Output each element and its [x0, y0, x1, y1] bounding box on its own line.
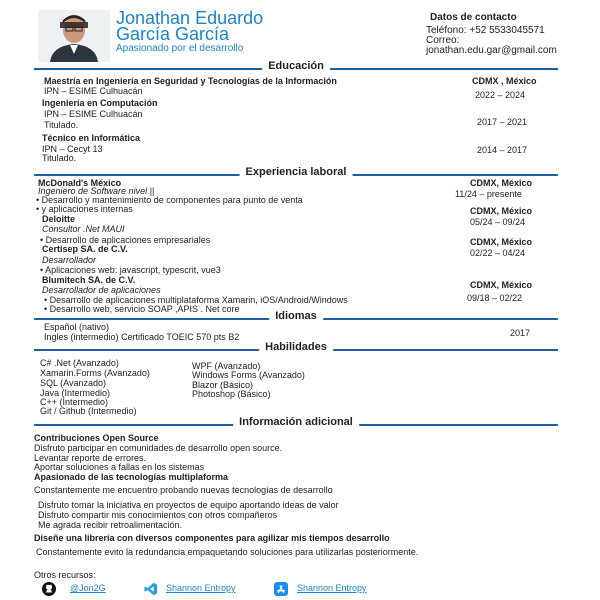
experience-location: CDMX, México [470, 206, 533, 216]
name-second-line: García García [116, 24, 230, 44]
additional-text: Me agrada recibir retroalimentación. [38, 520, 183, 530]
profile-photo [38, 10, 110, 62]
education-dates: 2022 – 2024 [475, 90, 526, 100]
experience-role: Consultor .Net MAUI [42, 224, 125, 234]
name-first-line: Jonathan Eduardo [116, 8, 264, 28]
experience-dates: 11/24 – presente [455, 189, 522, 199]
section-title: Experiencia laboral [240, 166, 353, 178]
experience-location: CDMX, México [470, 237, 533, 247]
additional-text: Aportar soluciones a fallas en los sistemas [34, 462, 205, 472]
resources-label: Otros recursos: [34, 570, 96, 580]
experience-bullet: • Desarrollo de aplicaciones empresariales [40, 235, 210, 245]
skill-item: Photoshop (Básico) [192, 389, 271, 399]
education-school: IPN – ESIME Culhuacán [44, 86, 143, 96]
education-school: IPN – Cecyt 13 [42, 144, 103, 154]
experience-company: Blumitech SA. de C.V. [42, 275, 136, 285]
github-link[interactable]: @Jon2G [70, 583, 106, 593]
visual-studio-icon [144, 582, 158, 600]
additional-heading: Contribuciones Open Source [34, 433, 159, 443]
language-spanish: Español (nativo) [44, 322, 110, 332]
experience-bullet: • Desarrollo y mantenimiento de componentes para punto de venta [36, 195, 303, 205]
experience-bullet: • Desarrollo web, servicio SOAP ,APIS . Net core [44, 304, 240, 314]
language-english: Ingles (intermedio) Certificado TOEIC 570 pts B2 [44, 332, 240, 342]
skill-item: WPF (Avanzado) [192, 361, 261, 371]
experience-location: CDMX, México [470, 178, 533, 188]
skill-item: C++ (Intermedio) [40, 397, 109, 407]
education-dates: 2014 – 2017 [477, 145, 528, 155]
skill-item: Windows Forms (Avanzado) [192, 370, 305, 380]
experience-company: McDonald's México [38, 178, 122, 188]
section-title: Habilidades [259, 341, 333, 353]
additional-text: Disfruto compartir mis conocimientos con otros compañeros [38, 510, 278, 520]
profile-subtitle: Apasionado por el desarrollo [116, 43, 244, 54]
section-languages [34, 312, 558, 324]
app-store-link[interactable]: Shannon Entropy [297, 583, 367, 593]
education-school: IPN – ESIME Culhuacán [44, 109, 143, 119]
experience-company: Deloitte [42, 214, 76, 224]
experience-role: Desarrollador [42, 255, 97, 265]
skill-item: C# .Net (Avanzado) [40, 358, 119, 368]
experience-bullet: • Desarrollo de aplicaciones multiplataforma Xamarin, iOS/Android/Windows [44, 295, 348, 305]
contact-phone: Teléfono: +52 5533045571 [426, 25, 545, 36]
experience-dates: 02/22 – 04/24 [470, 248, 526, 258]
app-store-icon [274, 582, 288, 600]
skill-item: SQL (Avanzado) [40, 378, 107, 388]
additional-text: Constantemente evito la redundancia empaquetando soluciones para utilizarlas posteriormente. [36, 547, 419, 557]
section-title: Idiomas [269, 310, 323, 322]
project-link[interactable]: Shannon Entropy [166, 583, 236, 593]
section-education [34, 62, 558, 74]
education-degree: Maestría en Ingeniería en Seguridad y Tecnologías de la Información [44, 76, 337, 86]
experience-bullet: • y aplicaciones internas [36, 204, 133, 214]
section-skills [34, 343, 558, 355]
experience-location: CDMX, México [470, 280, 533, 290]
additional-heading: Apasionado de las tecnologías multiplaforma [34, 472, 229, 482]
experience-role: Desarrollador de aplicaciones [42, 285, 161, 295]
skill-item: Java (Intermedio) [40, 388, 111, 398]
section-additional [34, 418, 558, 430]
experience-dates: 09/18 – 02/22 [467, 293, 523, 303]
experience-company: Certisep SA. de C.V. [42, 244, 128, 254]
skill-item: Git / Github (Intermedio) [40, 406, 137, 416]
skill-item: Blazor (Básico) [192, 380, 254, 390]
education-status: Titulado. [42, 153, 77, 163]
experience-bullet: • Aplicaciones web: javascript, typescrit, vue3 [40, 265, 221, 275]
skill-item: Xamarin.Forms (Avanzado) [40, 368, 150, 378]
section-title: Información adicional [233, 416, 359, 428]
additional-text: Constantemente me encuentro probando nuevas tecnologías de desarrollo [34, 485, 333, 495]
education-degree: Ingeniería en Computación [42, 98, 158, 108]
additional-text: Disfruto tomar la iniciativa en proyectos de equipo aportando ideas de valor [38, 500, 339, 510]
education-location: CDMX , México [472, 76, 537, 86]
experience-dates: 05/24 – 09/24 [470, 217, 526, 227]
section-title: Educación [262, 60, 330, 72]
github-icon [42, 582, 56, 600]
experience-role: Ingeniero de Software nivel || [38, 186, 155, 196]
education-dates: 2017 – 2021 [477, 117, 528, 127]
contact-email-label: Correo: [426, 35, 460, 46]
language-year: 2017 [510, 328, 531, 338]
additional-text: Levantar reporte de errores. [34, 453, 147, 463]
contact-title: Datos de contacto [430, 12, 517, 23]
additional-heading: Diseñe una librería con diversos componentes para agilizar mis tiempos desarrollo [34, 533, 390, 543]
additional-text: Disfruto participar en comunidades de desarrollo open source. [34, 443, 283, 453]
education-degree: Técnico en Informática [42, 133, 141, 143]
education-status: Titulado. [44, 120, 79, 130]
contact-email[interactable]: jonathan.edu.gar@gmail.com [426, 45, 557, 56]
